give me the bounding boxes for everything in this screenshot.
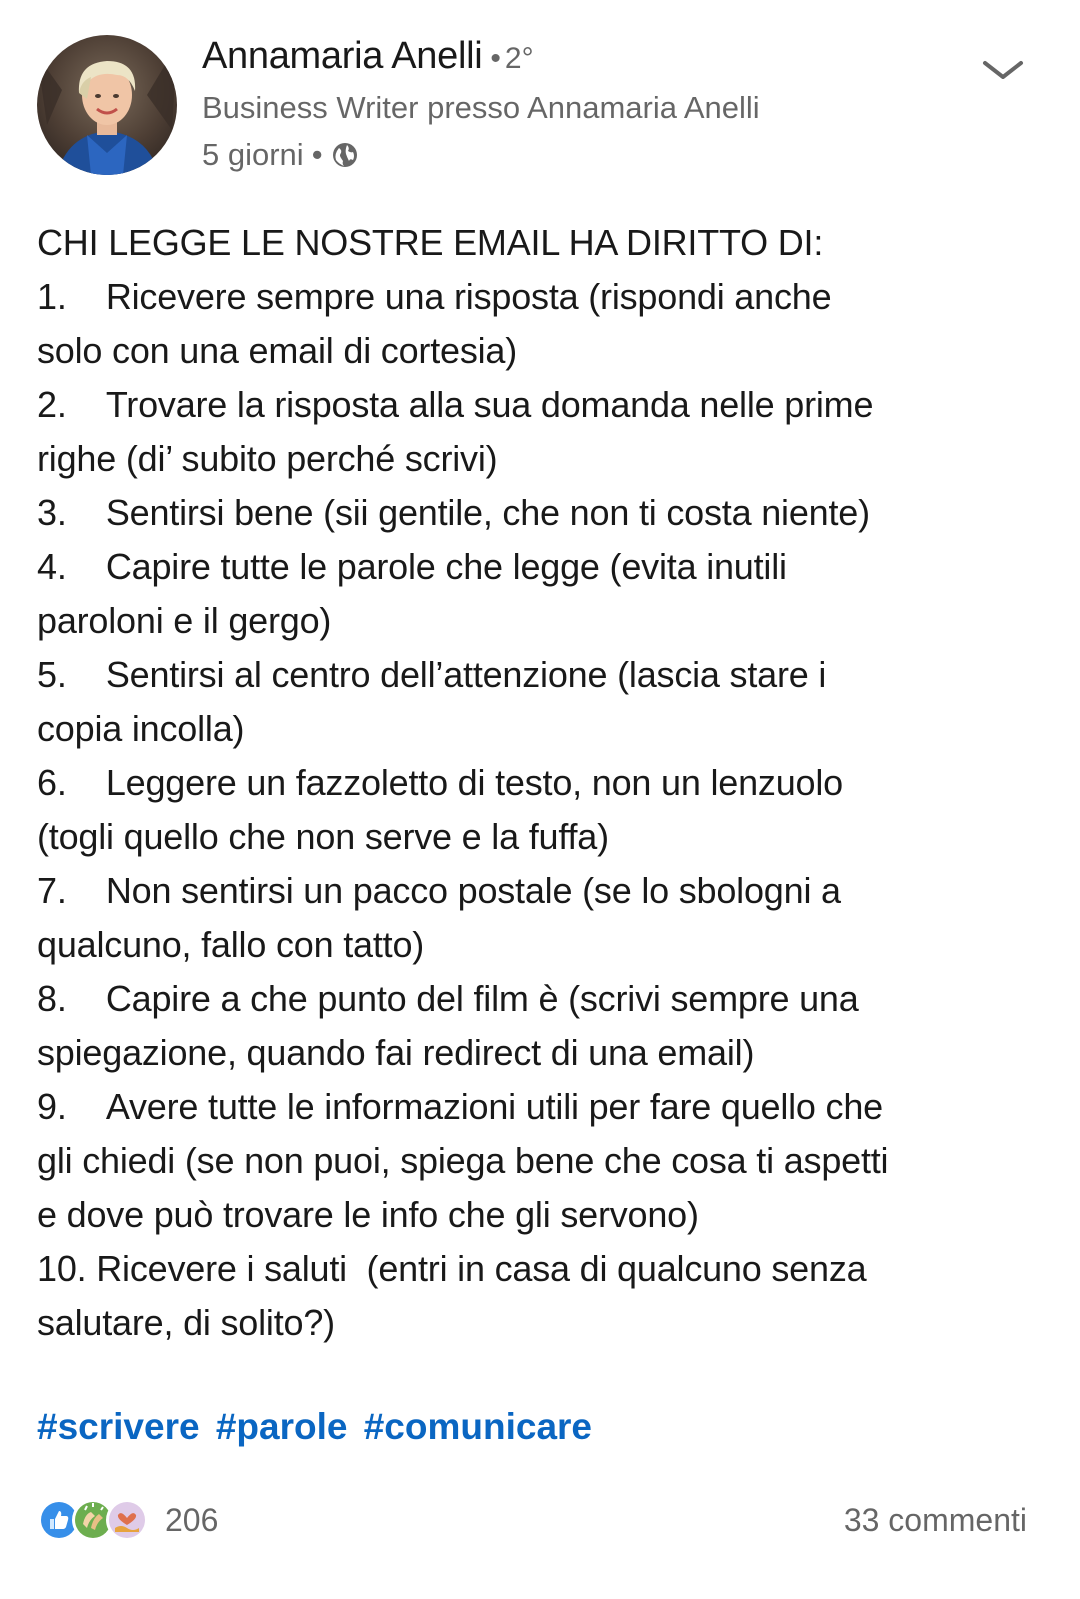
author-avatar[interactable]	[37, 35, 177, 175]
post-line: gli chiedi (se non puoi, spiega bene che cosa ti aspetti	[37, 1140, 889, 1181]
post-line: 7. Non sentirsi un pacco postale (se lo sbologni a	[37, 870, 841, 911]
post-line: 10. Ricevere i saluti (entri in casa di qualcuno senza	[37, 1248, 867, 1289]
hashtag-comunicare[interactable]: #comunicare	[363, 1406, 593, 1447]
hashtags	[37, 1400, 598, 1454]
post-line: 8. Capire a che punto del film è (scrivi sempre una	[37, 978, 859, 1019]
chevron-down-icon[interactable]	[979, 47, 1027, 95]
post-time: 5 giorni	[202, 137, 304, 172]
post-line: e dove può trovare le info che gli servono)	[37, 1194, 699, 1235]
hashtag-parole[interactable]: #parole	[215, 1406, 348, 1447]
reactions-summary[interactable]	[37, 1498, 218, 1542]
post-body	[37, 216, 1037, 1350]
post-line: salutare, di solito?)	[37, 1302, 335, 1343]
author-name[interactable]: Annamaria Anelli	[202, 35, 483, 77]
post-line: spiegazione, quando fai redirect di una email)	[37, 1032, 755, 1073]
connection-degree: 2°	[504, 42, 534, 75]
post-line: 9. Avere tutte le informazioni utili per fare quello che	[37, 1086, 883, 1127]
separator-dot: •	[311, 137, 323, 172]
post-line: 4. Capire tutte le parole che legge (evita inutili	[37, 546, 787, 587]
post-line: CHI LEGGE LE NOSTRE EMAIL HA DIRITTO DI:	[37, 222, 824, 263]
reaction-icons	[37, 1498, 139, 1542]
post-line: paroloni e il gergo)	[37, 600, 332, 641]
post-line: qualcuno, fallo con tatto)	[37, 924, 425, 965]
post-line: (togli quello che non serve e la fuffa)	[37, 816, 609, 857]
separator-dot: •	[490, 42, 501, 75]
post-line: 3. Sentirsi bene (sii gentile, che non ti costa niente)	[37, 492, 870, 533]
hashtag-scrivere[interactable]: #scrivere	[37, 1406, 200, 1447]
globe-icon	[331, 141, 359, 169]
social-counts	[37, 1492, 1027, 1548]
post-header	[37, 35, 1047, 185]
post-timestamp	[202, 135, 962, 175]
post-line: 5. Sentirsi al centro dell’attenzione (lascia stare i	[37, 654, 827, 695]
post-line: righe (di’ subito perché scrivi)	[37, 438, 498, 479]
post-line: 2. Trovare la risposta alla sua domanda nelle prime	[37, 384, 874, 425]
author-meta	[202, 35, 962, 175]
author-name-line	[202, 35, 962, 77]
support-icon	[105, 1498, 149, 1542]
post-line: copia incolla)	[37, 708, 245, 749]
post-line: 6. Leggere un fazzoletto di testo, non un lenzuolo	[37, 762, 843, 803]
author-headline: Business Writer presso Annamaria Anelli	[202, 90, 760, 125]
reaction-count: 206	[165, 1501, 219, 1538]
post-line: 1. Ricevere sempre una risposta (rispondi anche	[37, 276, 832, 317]
post-line: solo con una email di cortesia)	[37, 330, 518, 371]
comments-count[interactable]: 33 commenti	[843, 1501, 1027, 1538]
